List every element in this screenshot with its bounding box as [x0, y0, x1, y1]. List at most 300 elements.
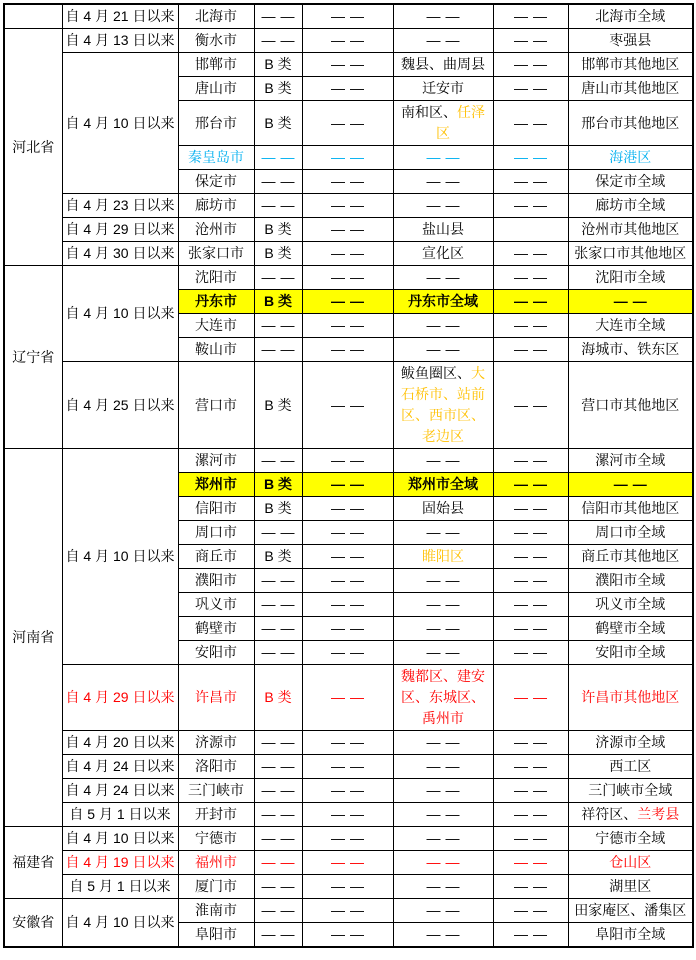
cell-text: 许昌市其他地区	[581, 689, 680, 705]
table-row	[4, 29, 693, 53]
cell-text: 开封市	[195, 806, 237, 822]
category-cell	[254, 665, 302, 731]
region-cell	[568, 146, 693, 170]
region-cell	[568, 755, 693, 779]
cell-text: 福州市	[195, 854, 237, 870]
table-row	[4, 851, 693, 875]
region-cell	[568, 497, 693, 521]
cell-text: ——	[514, 341, 552, 357]
region-cell	[568, 779, 693, 803]
date-cell: 自 5 月 1 日以来	[62, 875, 178, 899]
cell-text: 阜阳市全域	[595, 926, 666, 942]
cell-text: ——	[426, 782, 465, 798]
cell-text: ——	[261, 572, 300, 588]
cell-text: 张家口市其他地区	[574, 245, 687, 261]
cell-text: 枣强县	[609, 32, 652, 48]
dash-cell	[302, 665, 393, 731]
table-row	[4, 899, 693, 923]
cell-text: ——	[261, 173, 300, 189]
dash-cell	[302, 290, 393, 314]
region-cell	[568, 362, 693, 449]
cell-text: ——	[514, 500, 552, 516]
dash-cell	[493, 923, 568, 948]
cell-text: B 类	[264, 56, 292, 72]
category-cell	[254, 875, 302, 899]
category-cell	[254, 53, 302, 77]
province-cell: 河北省	[4, 29, 62, 266]
cell-text: ——	[514, 32, 552, 48]
city-cell	[178, 923, 254, 948]
dash-cell	[302, 194, 393, 218]
cell-text: ——	[514, 830, 552, 846]
category-cell	[254, 314, 302, 338]
cell-text: 宁德市全域	[595, 830, 666, 846]
category-cell	[254, 923, 302, 948]
cell-text: ——	[426, 806, 465, 822]
cell-text: ——	[426, 572, 465, 588]
city-cell	[178, 593, 254, 617]
cell-text: 鲅鱼圈区、	[401, 365, 471, 381]
cell-text: B 类	[264, 689, 292, 705]
cell-text: 营口市	[195, 396, 237, 413]
city-cell	[178, 731, 254, 755]
district-cell	[393, 77, 493, 101]
dash-cell	[302, 593, 393, 617]
cell-text: ——	[426, 620, 465, 636]
city-cell	[178, 362, 254, 449]
cell-text: ——	[261, 596, 300, 612]
cell-text: 睢阳区	[422, 548, 464, 564]
cell-text: ——	[514, 80, 552, 96]
district-cell	[393, 29, 493, 53]
category-cell	[254, 449, 302, 473]
dash-cell	[493, 803, 568, 827]
dash-cell	[493, 617, 568, 641]
cell-text: 邢台市	[195, 114, 237, 131]
category-cell	[254, 242, 302, 266]
cell-text: ——	[261, 878, 300, 894]
city-cell	[178, 29, 254, 53]
cell-text: 固始县	[422, 500, 464, 516]
dash-cell	[302, 101, 393, 146]
dash-cell	[302, 569, 393, 593]
category-cell	[254, 827, 302, 851]
cell-text: 鹤壁市全域	[595, 620, 666, 636]
cell-text: ——	[426, 269, 465, 285]
city-cell	[178, 545, 254, 569]
date-cell: 自 4 月 29 日以来	[62, 218, 178, 242]
dash-cell	[302, 875, 393, 899]
dash-cell	[493, 314, 568, 338]
city-cell	[178, 803, 254, 827]
cell-text: ——	[426, 341, 465, 357]
region-cell	[568, 194, 693, 218]
region-cell	[568, 53, 693, 77]
cell-text: ——	[261, 452, 300, 468]
district-cell	[393, 194, 493, 218]
cell-text: ——	[514, 269, 552, 285]
dash-cell	[493, 851, 568, 875]
cell-text: 邢台市其他地区	[581, 114, 680, 131]
cell-text: B 类	[264, 396, 292, 413]
cell-text: ——	[514, 524, 552, 540]
category-cell	[254, 4, 302, 29]
region-cell	[568, 665, 693, 731]
cell-text: 三门峡市	[188, 782, 244, 798]
city-cell	[178, 827, 254, 851]
cell-text: ——	[514, 452, 552, 468]
region-cell	[568, 338, 693, 362]
cell-text: 宣化区	[422, 245, 464, 261]
city-cell	[178, 755, 254, 779]
table-row	[4, 362, 693, 449]
province-cell: 河南省	[4, 449, 62, 827]
cell-text: 廊坊市	[195, 197, 237, 213]
cell-text: 丹东市全域	[408, 293, 478, 309]
cell-text: ——	[331, 926, 369, 942]
cell-text: ——	[514, 8, 552, 24]
category-cell	[254, 290, 302, 314]
city-cell	[178, 53, 254, 77]
dash-cell	[302, 362, 393, 449]
dash-cell	[493, 899, 568, 923]
region-cell	[568, 218, 693, 242]
city-cell	[178, 449, 254, 473]
cell-text: ——	[261, 806, 300, 822]
region-cell	[568, 593, 693, 617]
cell-text: ——	[426, 173, 465, 189]
table-row	[4, 53, 693, 77]
date-cell: 自 4 月 29 日以来	[62, 665, 178, 731]
cell-text: 沧州市	[195, 221, 237, 237]
category-cell	[254, 473, 302, 497]
district-cell	[393, 545, 493, 569]
category-cell	[254, 521, 302, 545]
district-cell	[393, 449, 493, 473]
cell-text: 衡水市	[195, 32, 237, 48]
province-cell: 辽宁省	[4, 266, 62, 449]
dash-cell	[493, 497, 568, 521]
cell-text: 南和区、	[401, 104, 457, 120]
city-cell	[178, 218, 254, 242]
cell-text: 郑州市全域	[408, 476, 478, 492]
cell-text: ——	[261, 926, 300, 942]
dash-cell	[302, 617, 393, 641]
cell-text: 三门峡市全域	[588, 782, 673, 798]
dash-cell	[493, 170, 568, 194]
date-cell: 自 4 月 10 日以来	[62, 899, 178, 948]
cell-text: B 类	[264, 221, 292, 237]
cell-text: 濮阳市	[195, 572, 237, 588]
cell-text: ——	[331, 878, 369, 894]
district-cell	[393, 314, 493, 338]
district-cell	[393, 803, 493, 827]
district-cell	[393, 875, 493, 899]
dash-cell	[493, 545, 568, 569]
city-cell	[178, 146, 254, 170]
date-cell: 自 4 月 25 日以来	[62, 362, 178, 449]
dash-cell	[493, 242, 568, 266]
cell-text: 祥符区、	[581, 806, 638, 822]
region-cell	[568, 290, 693, 314]
cell-text: ——	[331, 689, 369, 705]
district-cell	[393, 641, 493, 665]
dash-cell	[493, 338, 568, 362]
cell-text: ——	[514, 317, 552, 333]
district-cell	[393, 290, 493, 314]
dash-cell	[302, 545, 393, 569]
cell-text: 兰考县	[637, 806, 680, 822]
district-cell	[393, 266, 493, 290]
cell-text: ——	[331, 596, 369, 612]
cell-text: 漯河市	[195, 452, 237, 468]
category-cell	[254, 851, 302, 875]
city-cell	[178, 899, 254, 923]
cell-text: 安阳市	[195, 644, 237, 660]
dash-cell	[493, 755, 568, 779]
table-row	[4, 266, 693, 290]
dash-cell	[302, 242, 393, 266]
region-cell	[568, 29, 693, 53]
cell-text: 济源市全域	[595, 734, 666, 750]
dash-cell	[493, 77, 568, 101]
district-cell	[393, 218, 493, 242]
dash-cell	[302, 731, 393, 755]
dash-cell	[493, 731, 568, 755]
cell-text: B 类	[264, 500, 292, 516]
cell-text: ——	[426, 644, 465, 660]
district-cell	[393, 338, 493, 362]
cell-text: ——	[514, 878, 552, 894]
district-cell	[393, 497, 493, 521]
district-cell	[393, 593, 493, 617]
cell-text: ——	[331, 524, 369, 540]
cell-text: ——	[514, 782, 552, 798]
city-cell	[178, 497, 254, 521]
region-cell	[568, 242, 693, 266]
date-cell: 自 4 月 21 日以来	[62, 4, 178, 29]
cell-text: 周口市	[195, 524, 237, 540]
cell-text: ——	[514, 758, 552, 774]
cell-text: ——	[261, 197, 300, 213]
cell-text: ——	[261, 269, 300, 285]
dash-cell	[493, 593, 568, 617]
cell-text: 湖里区	[609, 878, 652, 894]
cell-text: ——	[426, 902, 465, 918]
table-row	[4, 242, 693, 266]
cell-text: 周口市全域	[595, 524, 666, 540]
district-cell	[393, 665, 493, 731]
cell-text: ——	[426, 596, 465, 612]
cell-text: ——	[331, 734, 369, 750]
cell-text: 洛阳市	[195, 758, 237, 774]
region-cell	[568, 827, 693, 851]
category-cell	[254, 755, 302, 779]
category-cell	[254, 101, 302, 146]
cell-text: ——	[331, 572, 369, 588]
district-cell	[393, 827, 493, 851]
category-cell	[254, 617, 302, 641]
dash-cell	[302, 218, 393, 242]
cell-text: ——	[331, 245, 369, 261]
cell-text: ——	[426, 317, 465, 333]
dash-cell	[302, 473, 393, 497]
cell-text: ——	[261, 32, 300, 48]
cell-text: ——	[514, 293, 552, 309]
cell-text: ——	[514, 149, 552, 165]
cell-text: 海城市、铁东区	[581, 341, 680, 357]
city-cell	[178, 194, 254, 218]
category-cell	[254, 218, 302, 242]
dash-cell	[302, 266, 393, 290]
cell-text: 邯郸市其他地区	[581, 56, 680, 72]
dash-cell	[493, 779, 568, 803]
cell-text: ——	[514, 926, 552, 942]
table-row	[4, 731, 693, 755]
region-cell	[568, 923, 693, 948]
cell-text: ——	[514, 173, 552, 189]
dash-cell	[493, 665, 568, 731]
cell-text: 唐山市	[195, 80, 237, 96]
city-cell	[178, 851, 254, 875]
cell-text: ——	[331, 854, 369, 870]
dash-cell	[302, 521, 393, 545]
dash-cell	[302, 641, 393, 665]
dash-cell	[493, 569, 568, 593]
cell-text: ——	[426, 8, 465, 24]
cell-text: ——	[426, 830, 465, 846]
cell-text: ——	[261, 644, 300, 660]
cell-text: 仓山区	[609, 854, 652, 870]
cell-text: ——	[514, 56, 552, 72]
dash-cell	[302, 170, 393, 194]
city-cell	[178, 665, 254, 731]
cell-text: ——	[261, 317, 300, 333]
cell-text: ——	[261, 341, 300, 357]
dash-cell	[493, 53, 568, 77]
cell-text: 安阳市全域	[595, 644, 666, 660]
cell-text: ——	[261, 830, 300, 846]
cell-text: ——	[426, 197, 465, 213]
cell-text: ——	[261, 734, 300, 750]
city-cell	[178, 170, 254, 194]
date-cell: 自 4 月 10 日以来	[62, 53, 178, 194]
cell-text: 张家口市	[188, 245, 244, 261]
dash-cell	[302, 497, 393, 521]
dash-cell	[302, 314, 393, 338]
cell-text: 沈阳市	[195, 269, 237, 285]
dash-cell	[302, 755, 393, 779]
cell-text: ——	[514, 572, 552, 588]
cell-text: ——	[331, 476, 369, 492]
cell-text: ——	[331, 8, 369, 24]
cell-text: ——	[514, 548, 552, 564]
cell-text: ——	[514, 620, 552, 636]
date-cell: 自 4 月 24 日以来	[62, 755, 178, 779]
cell-text: B 类	[264, 548, 292, 564]
dash-cell	[493, 827, 568, 851]
travel-restriction-table	[3, 3, 694, 948]
cell-text: ——	[514, 854, 552, 870]
region-cell	[568, 641, 693, 665]
cell-text: ——	[331, 221, 369, 237]
cell-text: ——	[514, 689, 552, 705]
cell-text: ——	[331, 149, 369, 165]
district-cell	[393, 53, 493, 77]
date-cell: 自 4 月 10 日以来	[62, 449, 178, 665]
cell-text: 许昌市	[195, 689, 237, 705]
city-cell	[178, 521, 254, 545]
district-cell	[393, 851, 493, 875]
table-row	[4, 803, 693, 827]
cell-text: ——	[331, 782, 369, 798]
cell-text: ——	[514, 806, 552, 822]
dash-cell	[302, 899, 393, 923]
cell-text: 阜阳市	[195, 926, 237, 942]
cell-text: ——	[426, 926, 465, 942]
dash-cell	[302, 923, 393, 948]
dash-cell	[302, 449, 393, 473]
cell-text: ——	[331, 758, 369, 774]
category-cell	[254, 338, 302, 362]
cell-text: 唐山市其他地区	[581, 80, 680, 96]
cell-text: 廊坊市全域	[595, 197, 666, 213]
cell-text: 盐山县	[422, 221, 464, 237]
region-cell	[568, 170, 693, 194]
province-cell: 安徽省	[4, 899, 62, 948]
city-cell	[178, 266, 254, 290]
category-cell	[254, 593, 302, 617]
table-row	[4, 194, 693, 218]
cell-text: ——	[613, 476, 652, 492]
cell-text: 海港区	[609, 149, 652, 165]
dash-cell	[493, 362, 568, 449]
cell-text: ——	[261, 902, 300, 918]
cell-text: ——	[331, 80, 369, 96]
cell-text: 邯郸市	[195, 56, 237, 72]
city-cell	[178, 338, 254, 362]
region-cell	[568, 521, 693, 545]
cell-text: ——	[331, 173, 369, 189]
province-cell	[4, 4, 62, 29]
cell-text: ——	[331, 317, 369, 333]
table-row	[4, 779, 693, 803]
cell-text: 营口市其他地区	[581, 396, 680, 413]
date-cell: 自 4 月 13 日以来	[62, 29, 178, 53]
region-cell	[568, 899, 693, 923]
cell-text: ——	[331, 293, 369, 309]
cell-text: 魏县、曲周县	[401, 56, 485, 72]
district-cell	[393, 899, 493, 923]
table-row	[4, 4, 693, 29]
cell-text: 秦皇岛市	[188, 149, 244, 165]
date-cell: 自 4 月 23 日以来	[62, 194, 178, 218]
cell-text: 濮阳市全域	[595, 572, 666, 588]
dash-cell	[302, 146, 393, 170]
dash-cell	[493, 473, 568, 497]
cell-text: ——	[261, 782, 300, 798]
cell-text: ——	[331, 32, 369, 48]
district-cell	[393, 146, 493, 170]
cell-text: ——	[426, 524, 465, 540]
date-cell: 自 4 月 30 日以来	[62, 242, 178, 266]
region-cell	[568, 4, 693, 29]
cell-text: ——	[426, 734, 465, 750]
cell-text: 漯河市全域	[595, 452, 666, 468]
dash-cell	[302, 779, 393, 803]
dash-cell	[302, 53, 393, 77]
cell-text: ——	[613, 293, 652, 309]
